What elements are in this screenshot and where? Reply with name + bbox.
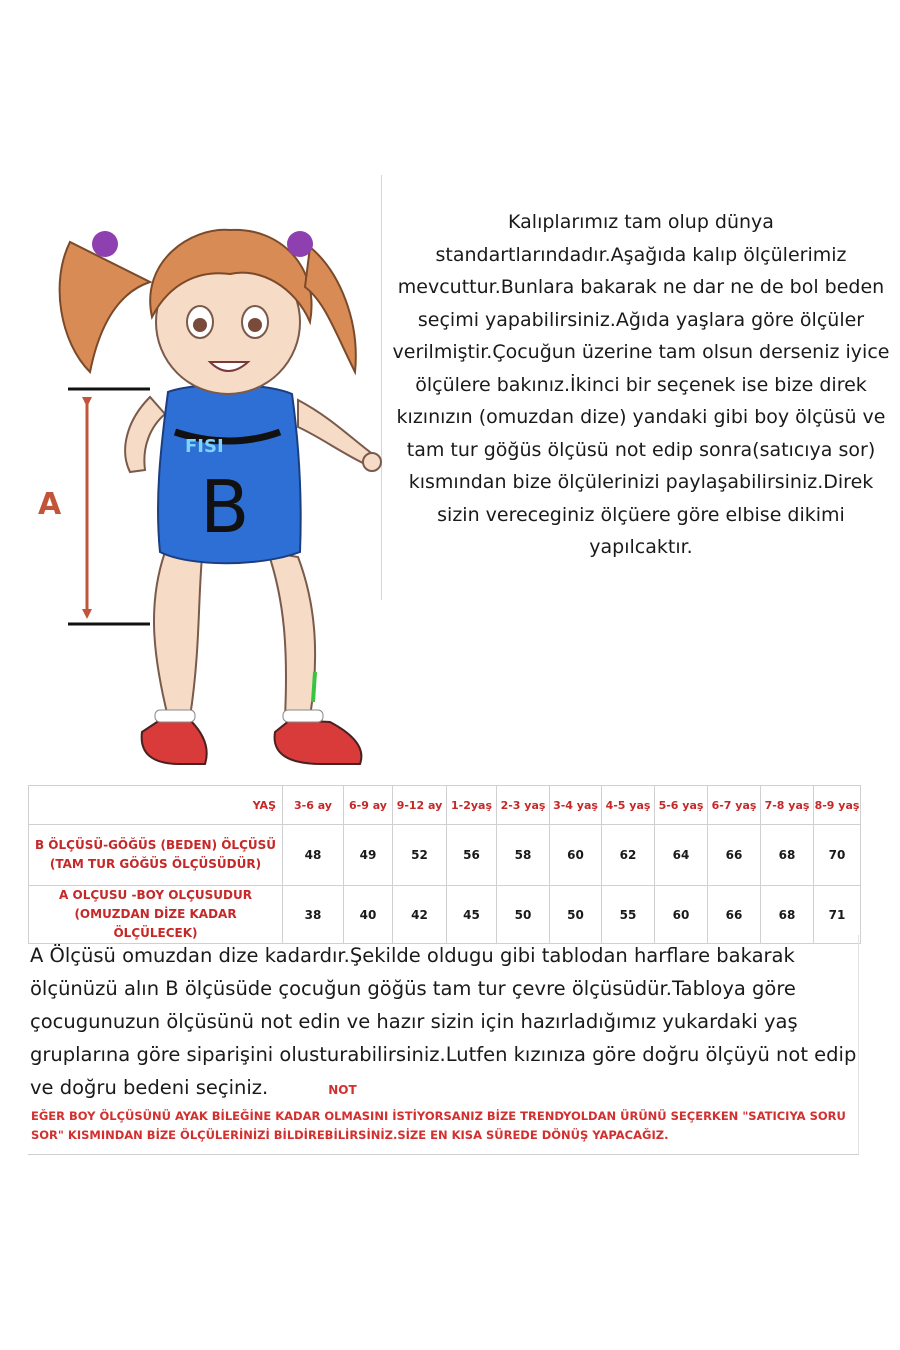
not-label: NOT [328,1083,357,1097]
age-header-row [29,786,861,825]
chest-size-cell: 64 [655,825,708,886]
age-cell: 6-9 ay [344,786,393,825]
age-cell: 3-4 yaş [550,786,602,825]
chest-size-cell: 49 [344,825,393,886]
chest-size-label-line2: (TAM TUR GÖĞÜS ÖLÇÜSÜDÜR) [49,857,262,871]
age-cell: 8-9 yaş [814,786,861,825]
chest-size-cell: 60 [550,825,602,886]
height-size-cell: 42 [393,886,447,944]
height-size-cell: 50 [550,886,602,944]
chest-size-cell: 70 [814,825,861,886]
age-cell: 7-8 yaş [761,786,814,825]
height-size-cell: 68 [761,886,814,944]
size-instructions-paragraph [30,939,858,1107]
height-size-label-line2: (OMUZDAN DİZE KADAR ÖLÇÜLECEK) [74,907,237,940]
chest-size-cell: 52 [393,825,447,886]
ankle-length-warning: EĞER BOY ÖLÇÜSÜNÜ AYAK BİLEĞİNE KADAR OLMASINI İSTİYORSANIZ BİZE TRENDYOLDAN ÜRÜNÜ SEÇERKEN "SATICIYA SORU SOR" KISMINDAN BİZE ÖLÇÜLERİNİZİ BİLDİREBİLİRSİNİZ.SİZE EN KISA SÜREDE DÖNÜŞ YAPACAĞIZ. [31,1109,846,1142]
label-a: A [38,487,62,522]
shirt-print-text: FISI [185,436,224,457]
size-instructions-text: A Ölçüsü omuzdan dize kadardır.Şekilde oldugu gibi tablodan harflare bakarak ölçünüzü alın B ölçüsüde çocuğun göğüs tam tur çevre ölçüsüdür.Tabloya göre çocugunuzun ölçüsünü not edin ve hazır sizin için hazırladığımız yukardaki yaş gruplarına göre siparişini olusturabilirsiniz.Lutfen kızınıza göre doğru ölçüyü not edip ve doğru bedeni seçiniz. [30,944,857,1099]
legs [154,552,315,717]
shoes [142,710,362,764]
size-chart-table [28,785,861,944]
age-cell: 5-6 yaş [655,786,708,825]
child-measurement-illustration [30,222,390,767]
height-size-cell: 71 [814,886,861,944]
height-size-cell: 50 [497,886,550,944]
chest-size-cell: 66 [708,825,761,886]
chest-size-label-line1: B ÖLÇÜSÜ-GÖĞÜS (BEDEN) ÖLÇÜSÜ [34,838,277,852]
age-cell: 4-5 yaş [602,786,655,825]
size-notes-box [28,935,859,1155]
age-cell: 3-6 ay [283,786,344,825]
height-size-cell: 45 [447,886,497,944]
age-header-label: YAŞ [29,786,283,825]
chest-size-label [29,825,283,886]
height-size-cell: 60 [655,886,708,944]
height-size-cell: 55 [602,886,655,944]
height-size-cell: 38 [283,886,344,944]
age-cell: 9-12 ay [393,786,447,825]
chest-size-cell: 62 [602,825,655,886]
age-cell: 6-7 yaş [708,786,761,825]
height-size-label-line1: A OLÇUSU -BOY OLÇUSUDUR [59,888,252,902]
chest-size-cell: 48 [283,825,344,886]
age-cell: 2-3 yaş [497,786,550,825]
intro-paragraph: Kalıplarımız tam olup dünya standartlarındadır.Aşağıda kalıp ölçülerimiz mevcuttur.Bunlara bakarak ne dar ne de bol beden seçimi yapabilirsiniz.Ağıda yaşlara göre ölçüler verilmiştir.Çocuğun üzerine tam olsun derseniz iyice ölçülere bakınız.İkinci bir seçenek ise bize direk kızınızın (omuzdan dize) yandaki gibi boy ölçüsü ve tam tur göğüs ölçüsü not edip sonra(satıcıya sor) kısmından bize ölçülerinizi paylaşabilirsiniz.Direk sizin vereceginiz ölçüere göre elbise dikimi yapılcaktır. [392,211,890,558]
age-cell: 1-2yaş [447,786,497,825]
chest-size-cell: 56 [447,825,497,886]
chest-size-cell: 68 [761,825,814,886]
head [60,230,356,394]
chest-size-cell: 58 [497,825,550,886]
chest-size-row [29,825,861,886]
height-size-cell: 40 [344,886,393,944]
label-b: B [200,465,250,549]
height-size-cell: 66 [708,886,761,944]
